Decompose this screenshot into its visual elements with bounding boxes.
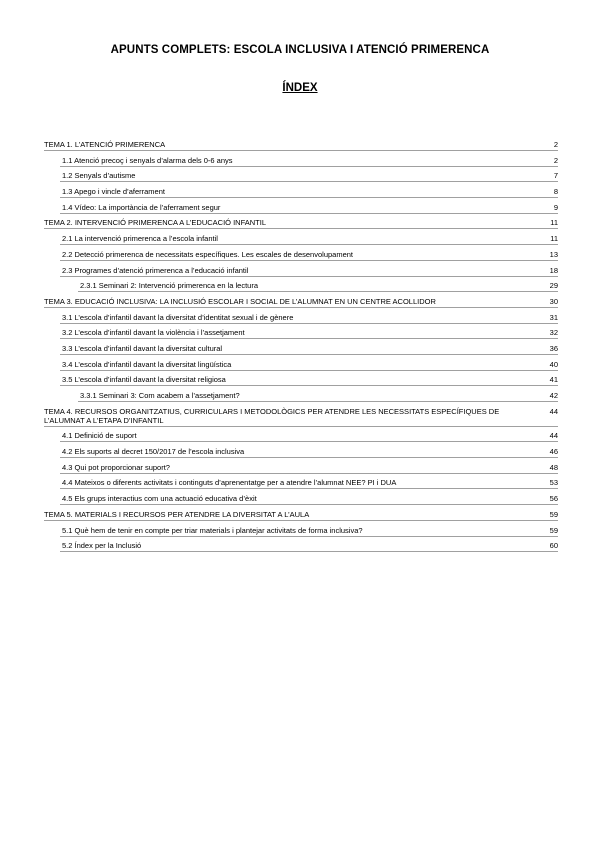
toc-entry-rule [60,536,558,537]
table-of-contents [44,140,558,557]
toc-page-number: 2 [553,155,558,165]
toc-entry-label: 1.2 Senyals d’autisme [62,171,136,181]
toc-page-number: 44 [549,406,558,416]
toc-entry-rule [60,457,558,458]
toc-entry-label: 2.2 Detecció primerenca de necessitats específiques. Les escales de desenvolupament [62,249,354,259]
toc-entry-rule [60,354,558,355]
toc-entry-label: 4.5 Els grups interactius com una actuació educativa d’èxit [62,494,257,504]
toc-entry-rule [44,228,558,229]
toc-entry-rule [78,401,558,402]
toc-entry-label: 2.3 Programes d’atenció primerenca a l’educació infantil [62,265,249,275]
toc-entry-rule [60,385,558,386]
toc-entry-label: 3.1 L’escola d’infantil davant la diversitat d’identitat sexual i de gènere [62,312,294,322]
toc-chapter-entry[interactable] [44,510,558,519]
toc-section-entry[interactable] [44,478,558,487]
toc-page-number: 36 [549,343,558,353]
toc-page-number: 30 [549,296,558,306]
toc-entry-label: 5.2 Índex per la Inclusió [62,541,142,551]
toc-page-number: 13 [549,249,558,259]
toc-page-number: 59 [549,525,558,535]
toc-entry-label: 1.1 Atenció precoç i senyals d’alarma dels 0-6 anys [62,155,233,165]
toc-entry-rule [60,473,558,474]
toc-subsection-entry[interactable] [44,281,558,290]
toc-entry-label: 3.2 L’escola d’infantil davant la violència i l’assetjament [62,328,245,338]
toc-page-number: 9 [553,202,558,212]
toc-entry-label: TEMA 2. INTERVENCIÓ PRIMERENCA A L’EDUCACIÓ INFANTIL [44,218,266,228]
toc-page-number: 48 [549,462,558,472]
toc-page-number: 31 [549,312,558,322]
document-title: APUNTS COMPLETS: ESCOLA INCLUSIVA I ATENCIÓ PRIMERENCA [110,44,490,56]
toc-entry-rule [60,488,558,489]
toc-entry-label: 4.3 Qui pot proporcionar suport? [62,462,170,472]
toc-entry-rule [60,244,558,245]
toc-chapter-entry[interactable] [44,407,558,425]
toc-chapter-entry[interactable] [44,297,558,306]
toc-section-entry[interactable] [44,344,558,353]
toc-entry-label: 2.1 La intervenció primerenca a l’escola infantil [62,234,218,244]
toc-entry-rule [60,504,558,505]
toc-entry-label: 1.3 Apego i vincle d’aferrament [62,187,165,197]
toc-entry-label: 3.3.1 Seminari 3: Com acabem a l’assetjament? [80,391,240,400]
toc-entry-rule [44,520,558,521]
toc-entry-label: 3.5 L’escola d’infantil davant la diversitat religiosa [62,375,226,385]
toc-entry-label: 3.3 L’escola d’infantil davant la diversitat cultural [62,343,223,353]
toc-section-entry[interactable] [44,250,558,259]
toc-entry-rule [60,551,558,552]
toc-page-number: 56 [549,494,558,504]
toc-page-number: 18 [549,265,558,275]
toc-section-entry[interactable] [44,526,558,535]
toc-entry-label: 5.1 Què hem de tenir en compte per triar materials i plantejar activitats de forma inclusiva? [62,525,363,535]
toc-entry-rule [60,260,558,261]
toc-page-number: 2 [553,140,558,149]
toc-entry-rule [60,323,558,324]
toc-section-entry[interactable] [44,463,558,472]
toc-page-number: 44 [549,431,558,441]
toc-chapter-entry[interactable] [44,140,558,149]
toc-page-number: 29 [549,281,558,291]
toc-entry-rule [60,213,558,214]
toc-page-number: 11 [550,234,558,244]
toc-entry-label: 2.3.1 Seminari 2: Intervenció primerenca en la lectura [80,281,259,291]
index-heading: ÍNDEX [282,82,318,94]
toc-entry-rule [44,307,558,308]
toc-subsection-entry[interactable] [44,391,558,400]
toc-page-number: 40 [549,359,558,369]
toc-section-entry[interactable] [44,187,558,196]
toc-section-entry[interactable] [44,541,558,550]
toc-page-number: 53 [549,478,558,488]
toc-section-entry[interactable] [44,431,558,440]
toc-page-number: 59 [549,509,558,519]
toc-section-entry[interactable] [44,234,558,243]
toc-page-number: 11 [550,218,558,228]
toc-page-number: 32 [549,328,558,338]
toc-entry-rule [60,166,558,167]
toc-section-entry[interactable] [44,266,558,275]
toc-entry-rule [44,426,558,427]
toc-section-entry[interactable] [44,156,558,165]
toc-section-entry[interactable] [44,360,558,369]
toc-chapter-entry[interactable] [44,218,558,227]
toc-page-number: 42 [549,391,558,400]
toc-entry-rule [60,338,558,339]
toc-section-entry[interactable] [44,171,558,180]
toc-entry-rule [60,370,558,371]
toc-section-entry[interactable] [44,447,558,456]
toc-section-entry[interactable] [44,375,558,384]
toc-entry-label: TEMA 3. EDUCACIÓ INCLUSIVA: LA INCLUSIÓ ESCOLAR I SOCIAL DE L’ALUMNAT EN UN CENTRE ACOLLIDOR [44,296,436,306]
toc-entry-label: 3.4 L’escola d’infantil davant la diversitat lingüística [62,359,232,369]
toc-page-number: 60 [549,541,558,551]
toc-entry-rule [60,441,558,442]
toc-entry-label: TEMA 4. RECURSOS ORGANITZATIUS, CURRICULARS I METODOLÒGICS PER ATENDRE LES NECESSITATS ESPECÍFIQUES DE L’ALUMNAT A L’ETAPA D’INFANTIL [44,406,500,425]
toc-page-number: 41 [549,375,558,385]
toc-entry-rule [60,181,558,182]
toc-entry-label: 4.1 Definició de suport [62,431,137,441]
toc-entry-label: 4.4 Mateixos o diferents activitats i continguts d’aprenentatge per a atendre l’alumnat NEE? PI i DUA [62,478,397,488]
toc-entry-label: TEMA 5. MATERIALS I RECURSOS PER ATENDRE LA DIVERSITAT A L’AULA [44,509,310,519]
toc-section-entry[interactable] [44,494,558,503]
toc-page-number: 46 [549,447,558,457]
toc-section-entry[interactable] [44,203,558,212]
toc-page-number: 7 [553,171,558,181]
toc-page-number: 8 [553,187,558,197]
toc-entry-label: 4.2 Els suports al decret 150/2017 de l’escola inclusiva [62,447,245,457]
toc-entry-label: 1.4 Vídeo: La importància de l’aferrament segur [62,202,221,212]
toc-section-entry[interactable] [44,328,558,337]
toc-section-entry[interactable] [44,313,558,322]
toc-entry-rule [60,197,558,198]
toc-entry-rule [78,291,558,292]
toc-entry-rule [44,150,558,151]
toc-entry-rule [60,276,558,277]
toc-entry-label: TEMA 1. L’ATENCIÓ PRIMERENCA [44,140,166,149]
